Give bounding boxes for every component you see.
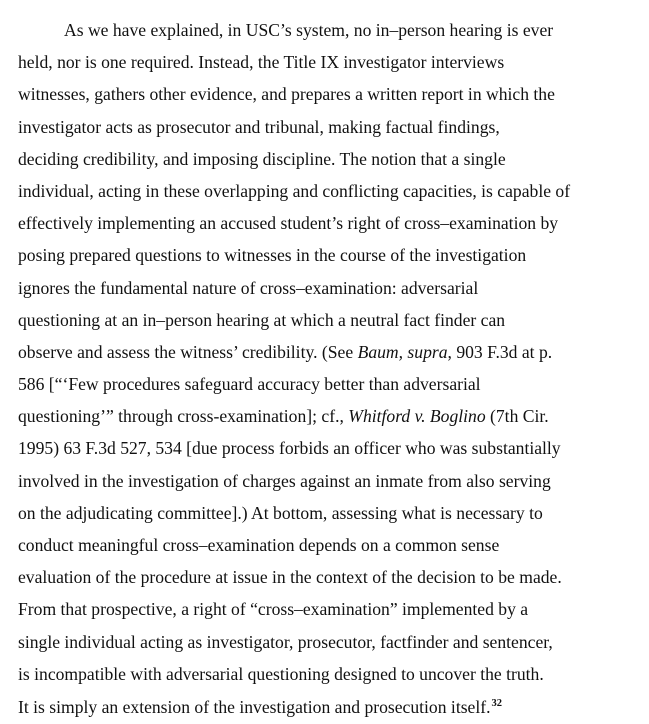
baum-citation: Baum, supra [357,341,448,362]
text-line: 1995) 63 F.3d 527, 534 [due process forbids an officer who was substantially [18,438,561,459]
text-line: conduct meaningful cross–examination depends on a common sense [18,535,500,555]
text-line: From that prospective, a right of “cross–examination” implemented by a [18,599,529,620]
text-line: involved in the investigation of charges against an inmate from also serving [18,470,551,491]
whitford-case-name: Whitford v. Boglino [348,406,486,427]
text-line: single individual acting as investigator, prosecutor, factfinder and sentencer, [18,631,553,652]
text-line: deciding credibility, and imposing discipline. The notion that a single [18,148,506,169]
text-line: held, nor is one required. Instead, the Title IX investigator interviews [18,52,505,73]
text-line: individual, acting in these overlapping and conflicting capacities, is capable of [18,180,571,201]
text-line: evaluation of the procedure at issue in the context of the decision to be made. [18,567,562,588]
text-line: 586 [“‘Few procedures safeguard accuracy better than adversarial [18,374,481,395]
text-line: is incompatible with adversarial questioning designed to uncover the truth. [18,663,544,684]
legal-opinion-paragraph [18,14,642,724]
text-line: effectively implementing an accused student’s right of cross–examination by [18,213,559,234]
text-line: ignores the fundamental nature of cross–examination: adversarial [18,277,479,298]
text-line: posing prepared questions to witnesses in the course of the investigation [18,245,527,266]
text-line: on the adjudicating committee].) At bottom, assessing what is necessary to [18,502,543,523]
text-line: As we have explained, in USC’s system, no in–person hearing is ever [64,20,554,40]
text-line: investigator acts as prosecutor and tribunal, making factual findings, [18,116,500,137]
text-line: witnesses, gathers other evidence, and prepares a written report in which the [18,84,555,105]
text-line: questioning at an in–person hearing at which a neutral fact finder can [18,309,506,330]
text-line: questioning’” through cross-examination]; cf., Whitford v. Boglino (7th Cir. [18,406,549,427]
footnote-marker[interactable]: 32 [491,697,503,709]
text-line: It is simply an extension of the investigation and prosecution itself.$^{32}$ [18,696,503,717]
text-line: observe and assess the witness’ credibility. (See Baum, supra, 903 F.3d at p. [18,341,553,362]
